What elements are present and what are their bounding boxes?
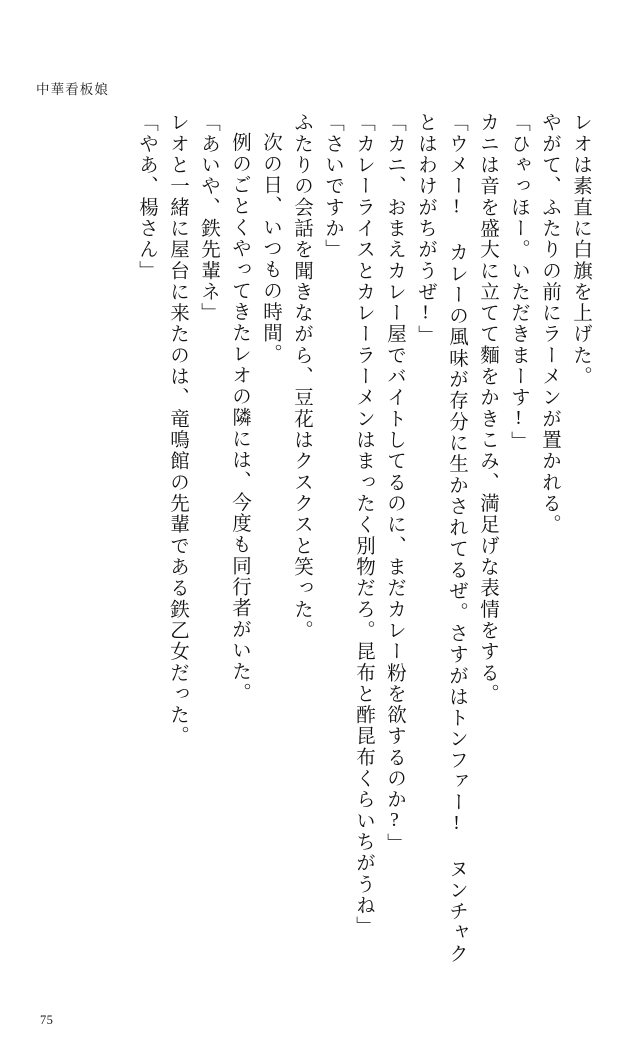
text-column: 「やあ、楊さん」 <box>136 112 157 282</box>
text-column: 「あいや、鉄先輩ネ」 <box>198 112 219 324</box>
vertical-text-body <box>30 112 590 992</box>
page-number: 75 <box>40 1013 54 1027</box>
text-column: 次の日、いつもの時間。 <box>260 132 281 365</box>
text-column: 「ひゃっほー。いただきまーす!」 <box>508 112 529 453</box>
text-column: 「カレーライスとカレーラーメンはまったく別物だろ。昆布と酢昆布くらいちがうね」 <box>353 112 374 938</box>
text-column: 例のごとくやってきたレオの隣には、今度も同行者がいた。 <box>229 132 250 704</box>
text-column: やがて、ふたりの前にラーメンが置かれる。 <box>539 112 560 536</box>
text-column: ふたりの会話を聞きながら、豆花はクスクスと笑った。 <box>291 112 312 641</box>
text-column: 「さいですか」 <box>322 112 343 261</box>
text-column: 「ウメー! カレーの風味が存分に生かされてるぜ。さすがはトンファー! ヌンチャク <box>446 112 467 965</box>
text-column: とはわけがちがうぜ!」 <box>415 112 436 347</box>
text-column: カニは音を盛大に立てて麵をかきこみ、満足げな表情をする。 <box>477 112 498 705</box>
text-column: レオと一緒に屋台に来たのは、竜鳴館の先輩である鉄乙女だった。 <box>167 112 188 747</box>
text-column: レオは素直に白旗を上げた。 <box>570 112 591 388</box>
text-column: 「カニ、おまえカレー屋でバイトしてるのに、まだカレー粉を欲するのか?」 <box>384 112 405 855</box>
running-head: 中華看板娘 <box>36 82 109 97</box>
